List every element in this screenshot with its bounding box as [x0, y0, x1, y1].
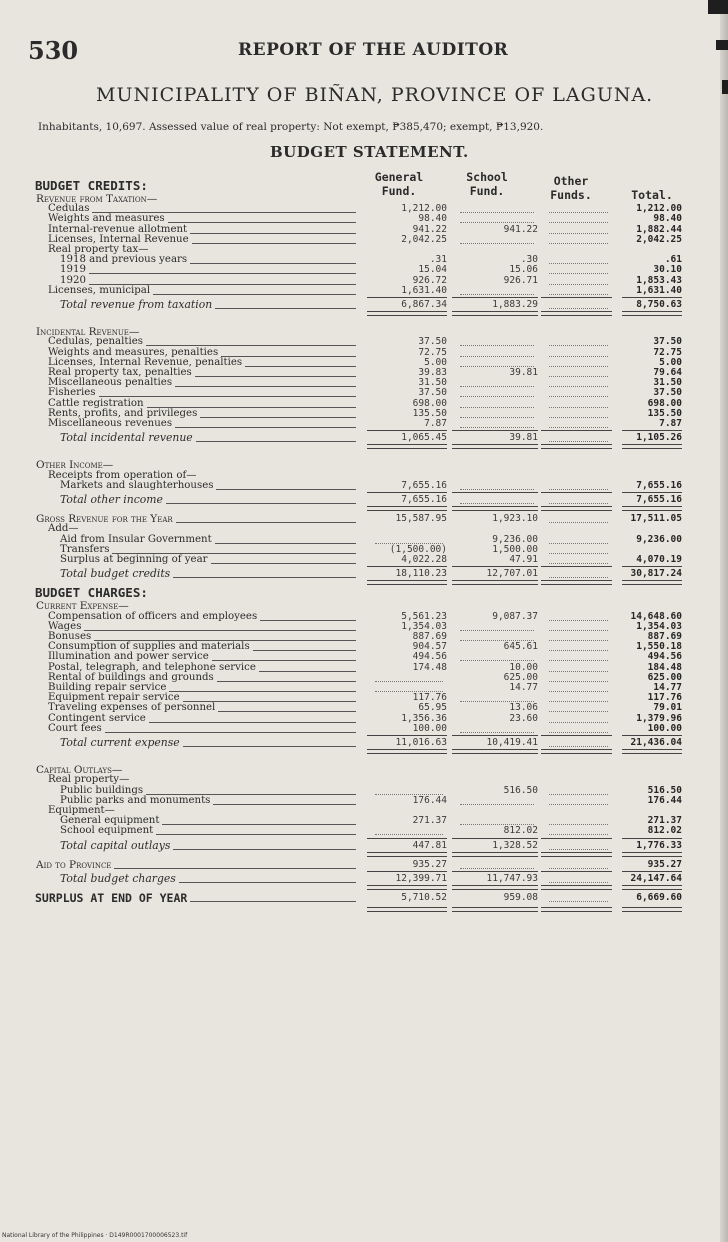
- leader-line: [216, 489, 356, 490]
- total-value: 9,236.00: [636, 533, 682, 545]
- sum-rule: [452, 838, 538, 839]
- row-label: Revenue from Taxation—: [36, 193, 158, 205]
- row-label: Rents, profits, and privileges: [48, 407, 198, 419]
- leader-line: [190, 901, 356, 902]
- total-value: 1,354.03: [636, 620, 682, 632]
- table-row: [0, 873, 728, 885]
- total-double-rule: [541, 444, 612, 449]
- row-label: Total incidental revenue: [60, 431, 193, 445]
- total-value: 24,147.64: [630, 873, 682, 884]
- page-number: 530: [28, 36, 79, 65]
- leader-line: [215, 308, 356, 309]
- section-heading-row: [0, 587, 728, 599]
- general-fund-value: 2,042.25: [401, 233, 447, 245]
- total-double-rule: [452, 311, 538, 316]
- general-fund-value: 935.27: [412, 858, 447, 870]
- sum-rule: [452, 566, 538, 567]
- row-label: Total budget charges: [60, 872, 176, 885]
- total-double-rule: [541, 907, 612, 912]
- total-value: 625.00: [647, 671, 682, 683]
- running-head: REPORT OF THE AUDITOR: [238, 40, 509, 60]
- total-double-rule: [452, 506, 538, 511]
- total-value: 6,669.60: [636, 892, 682, 904]
- leader-line: [173, 577, 356, 578]
- column-header-school: School Fund.: [466, 170, 508, 198]
- total-value: 31.50: [653, 377, 682, 389]
- empty-cell-rule: [549, 868, 608, 869]
- sum-rule: [367, 492, 447, 493]
- total-value: 5.00: [659, 356, 682, 368]
- total-value: 935.27: [647, 858, 682, 870]
- total-value: 1,776.33: [636, 839, 682, 851]
- general-fund-value: 6,867.34: [401, 299, 447, 310]
- total-value: 100.00: [647, 722, 682, 734]
- row-label: Real property tax, penalties: [48, 367, 192, 378]
- total-double-rule: [452, 852, 538, 857]
- total-double-rule: [452, 580, 538, 585]
- sum-rule: [367, 566, 447, 567]
- row-label: Contingent service: [48, 712, 146, 724]
- row-label: Total revenue from taxation: [60, 298, 213, 311]
- row-label: Other Income—: [36, 459, 114, 472]
- school-fund-value: 15.06: [509, 264, 538, 276]
- total-double-rule: [367, 749, 447, 754]
- school-fund-value: 11,747.93: [486, 873, 538, 884]
- total-double-rule: [622, 749, 682, 754]
- school-fund-value: 812.02: [503, 825, 538, 837]
- total-double-rule: [367, 907, 447, 912]
- school-fund-value: 39.81: [509, 432, 538, 444]
- sum-rule: [622, 871, 682, 872]
- row-label: Traveling expenses of personnel: [48, 702, 216, 714]
- total-value: 2,042.25: [636, 233, 682, 245]
- scan-footer: National Library of the Philippines · D149R0001700006523.tif: [2, 1232, 188, 1239]
- row-label: Aid to Province: [36, 858, 112, 871]
- general-fund-value: 18,110.23: [395, 568, 447, 580]
- general-fund-value: 7,655.16: [401, 494, 447, 505]
- section-heading-row: [0, 180, 728, 192]
- table-row: [0, 737, 728, 749]
- empty-cell-rule: [549, 489, 608, 490]
- leader-line: [156, 834, 356, 835]
- row-label: Transfers: [60, 543, 110, 555]
- sum-rule: [541, 735, 612, 736]
- school-fund-value: 12,707.01: [486, 568, 538, 580]
- table-row: [0, 432, 728, 444]
- row-label: BUDGET CHARGES:: [35, 585, 148, 601]
- sum-rule: [452, 871, 538, 872]
- general-fund-value: .31: [429, 254, 447, 266]
- total-double-rule: [622, 907, 682, 912]
- row-label: Internal-revenue allotment: [48, 223, 188, 235]
- row-label: Equipment—: [48, 805, 115, 816]
- row-label: Incidental Revenue—: [36, 326, 140, 339]
- total-value: 887.69: [647, 631, 682, 642]
- row-label: General equipment: [60, 815, 160, 827]
- table-row: [0, 554, 728, 566]
- empty-cell-rule: [460, 489, 534, 490]
- empty-cell-rule: [549, 308, 608, 309]
- sum-rule: [452, 430, 538, 431]
- total-double-rule: [622, 311, 682, 316]
- row-label: Real property—: [48, 774, 130, 786]
- school-fund-value: 941.22: [503, 223, 538, 235]
- total-value: 7,655.16: [636, 494, 682, 505]
- row-label: Licenses, Internal Revenue, penalties: [48, 356, 243, 368]
- total-value: 37.50: [653, 387, 682, 399]
- empty-cell-rule: [549, 563, 608, 564]
- scan-mark: [716, 40, 728, 50]
- leader-line: [166, 503, 356, 504]
- school-fund-value: 10.00: [509, 661, 538, 673]
- total-value: 72.75: [653, 346, 682, 358]
- row-label: Consumption of supplies and materials: [48, 641, 250, 653]
- total-value: 135.50: [647, 407, 682, 419]
- row-label: Public buildings: [60, 784, 144, 796]
- sum-rule: [622, 838, 682, 839]
- school-fund-value: 625.00: [503, 671, 538, 683]
- leader-line: [179, 882, 356, 883]
- row-label: Cedulas, penalties: [48, 336, 143, 348]
- table-row: [0, 494, 728, 506]
- row-label: Licenses, Internal Revenue: [48, 233, 189, 245]
- total-double-rule: [452, 749, 538, 754]
- leader-line: [211, 563, 356, 564]
- general-fund-value: 98.40: [418, 213, 447, 225]
- row-label: Public parks and monuments: [60, 794, 211, 806]
- general-fund-value: 1,631.40: [401, 284, 447, 296]
- table-row: [0, 825, 728, 837]
- general-fund-value: 15.04: [418, 264, 447, 276]
- inhabitants-line: Inhabitants, 10,697. Assessed value of real property: Not exempt, ₱385,470; exempt, ₱13,920.: [38, 121, 544, 133]
- sum-rule: [622, 492, 682, 493]
- empty-cell-rule: [460, 427, 534, 428]
- general-fund-value: 941.22: [412, 223, 447, 235]
- table-row: [0, 285, 728, 297]
- row-label: Real property tax—: [48, 244, 149, 255]
- general-fund-value: 887.69: [412, 631, 447, 642]
- leader-line: [183, 746, 356, 747]
- row-label: BUDGET CREDITS:: [35, 178, 148, 193]
- general-fund-value: 1,354.03: [401, 620, 447, 632]
- total-value: 516.50: [647, 784, 682, 796]
- column-header-general: General Fund.: [374, 170, 424, 198]
- general-fund-value: 174.48: [412, 661, 447, 673]
- general-fund-value: (1,500.00): [389, 543, 447, 555]
- sum-rule: [452, 297, 538, 298]
- row-label: Surplus at beginning of year: [60, 554, 208, 565]
- school-fund-value: 1,923.10: [492, 513, 538, 525]
- sum-rule: [452, 735, 538, 736]
- school-fund-value: 23.60: [509, 712, 538, 724]
- empty-cell-rule: [549, 834, 608, 835]
- row-label: Total other income: [60, 493, 163, 506]
- total-value: 14,648.60: [630, 610, 682, 622]
- scan-mark: [722, 80, 728, 94]
- school-fund-value: .30: [520, 254, 538, 266]
- total-value: 1,853.43: [636, 274, 682, 286]
- table-row: [0, 840, 728, 852]
- general-fund-value: 72.75: [418, 346, 447, 358]
- general-fund-value: 117.76: [412, 692, 447, 704]
- empty-cell-rule: [549, 849, 608, 850]
- sum-rule: [622, 566, 682, 567]
- total-double-rule: [622, 580, 682, 585]
- general-fund-value: 39.83: [418, 367, 447, 378]
- row-label: SURPLUS AT END OF YEAR: [35, 891, 188, 906]
- row-label: Total capital outlays: [60, 838, 171, 852]
- table-row: [0, 480, 728, 492]
- leader-line: [153, 294, 356, 295]
- general-fund-value: 271.37: [412, 815, 447, 827]
- sum-rule: [367, 838, 447, 839]
- leader-line: [173, 849, 356, 850]
- row-label: Cedulas: [48, 203, 90, 215]
- total-value: 1,882.44: [636, 223, 682, 235]
- general-fund-value: 15,587.95: [395, 513, 447, 525]
- row-label: School equipment: [60, 825, 154, 837]
- leader-line: [114, 868, 356, 869]
- section-heading-row: [0, 892, 728, 904]
- total-value: 7,655.16: [636, 479, 682, 491]
- empty-cell-rule: [460, 503, 534, 504]
- school-fund-value: 9,087.37: [492, 610, 538, 622]
- empty-cell-rule: [549, 503, 608, 504]
- general-fund-value: 37.50: [418, 387, 447, 399]
- row-label: Cattle registration: [48, 397, 144, 409]
- scan-corner: [708, 0, 728, 14]
- empty-cell-rule: [460, 732, 534, 733]
- total-value: 184.48: [647, 661, 682, 673]
- total-double-rule: [452, 444, 538, 449]
- total-value: 21,436.04: [630, 737, 682, 748]
- total-double-rule: [541, 749, 612, 754]
- row-label: Gross Revenue for the Year: [36, 513, 173, 526]
- sum-rule: [622, 297, 682, 298]
- empty-cell-rule: [549, 294, 608, 295]
- general-fund-value: 494.56: [412, 651, 447, 663]
- row-label: Postal, telegraph, and telephone service: [48, 661, 256, 673]
- sum-rule: [541, 492, 612, 493]
- row-label: Equipment repair service: [48, 692, 180, 704]
- school-fund-value: 959.08: [503, 892, 538, 904]
- table-row: [0, 418, 728, 430]
- general-fund-value: 100.00: [412, 722, 447, 734]
- empty-cell-rule: [549, 427, 608, 428]
- total-value: 17,511.05: [630, 513, 682, 525]
- sum-rule: [367, 871, 447, 872]
- general-fund-value: 698.00: [412, 397, 447, 409]
- row-label: Licenses, municipal: [48, 284, 151, 296]
- row-label: 1918 and previous years: [60, 254, 188, 266]
- total-double-rule: [367, 444, 447, 449]
- school-fund-value: 10,419.41: [486, 737, 538, 748]
- leader-line: [175, 427, 356, 428]
- row-label: Add—: [48, 523, 79, 535]
- school-fund-value: 516.50: [503, 784, 538, 796]
- table-row: [0, 723, 728, 735]
- total-value: 1,631.40: [636, 284, 682, 296]
- total-double-rule: [622, 444, 682, 449]
- total-double-rule: [367, 506, 447, 511]
- empty-cell-rule: [460, 294, 534, 295]
- row-label: 1919: [60, 264, 86, 276]
- total-double-rule: [452, 885, 538, 890]
- sum-rule: [452, 492, 538, 493]
- leader-line: [105, 732, 356, 733]
- total-double-rule: [622, 852, 682, 857]
- row-label: Total current expense: [60, 736, 180, 749]
- total-double-rule: [541, 885, 612, 890]
- row-label: Compensation of officers and employees: [48, 610, 258, 622]
- leader-line: [196, 441, 356, 442]
- total-value: 30.10: [653, 264, 682, 276]
- total-double-rule: [622, 506, 682, 511]
- general-fund-value: 5.00: [424, 356, 447, 368]
- total-value: 8,750.63: [636, 299, 682, 310]
- row-label: Rental of buildings and grounds: [48, 671, 214, 683]
- total-value: 1,379.96: [636, 712, 682, 724]
- general-fund-value: 904.57: [412, 641, 447, 653]
- column-header-total: Total.: [631, 188, 673, 202]
- general-fund-value: 31.50: [418, 377, 447, 389]
- row-label: Building repair service: [48, 682, 167, 693]
- empty-cell-rule: [549, 882, 608, 883]
- total-double-rule: [541, 580, 612, 585]
- school-fund-value: 13.06: [509, 702, 538, 714]
- general-fund-value: 11,016.63: [395, 737, 447, 748]
- sum-rule: [367, 735, 447, 736]
- sum-rule: [541, 430, 612, 431]
- total-value: 7.87: [659, 418, 682, 429]
- column-header-other: Other Funds.: [550, 174, 592, 202]
- sum-rule: [541, 297, 612, 298]
- total-value: 812.02: [647, 825, 682, 837]
- general-fund-value: 176.44: [412, 794, 447, 806]
- total-value: 117.76: [647, 692, 682, 704]
- empty-cell-rule: [549, 732, 608, 733]
- empty-cell-rule: [549, 746, 608, 747]
- total-double-rule: [367, 885, 447, 890]
- school-fund-value: 1,500.00: [492, 543, 538, 555]
- row-label: Weights and measures: [48, 213, 165, 225]
- row-label: 1920: [60, 274, 86, 286]
- general-fund-value: 37.50: [418, 336, 447, 348]
- row-label: Aid from Insular Government: [60, 533, 212, 545]
- general-fund-value: 4,022.28: [401, 554, 447, 565]
- general-fund-value: 135.50: [412, 407, 447, 419]
- school-fund-value: 645.61: [503, 641, 538, 653]
- total-double-rule: [452, 907, 538, 912]
- row-label: Miscellaneous revenues: [48, 418, 173, 429]
- empty-cell-rule: [549, 901, 608, 902]
- row-label: Capital Outlays—: [36, 764, 123, 777]
- total-value: 1,212.00: [636, 203, 682, 215]
- school-fund-value: 14.77: [509, 682, 538, 693]
- table-row: [0, 568, 728, 580]
- sum-rule: [541, 838, 612, 839]
- total-value: 271.37: [647, 815, 682, 827]
- total-double-rule: [622, 885, 682, 890]
- total-double-rule: [367, 580, 447, 585]
- row-label: Court fees: [48, 722, 102, 734]
- total-value: 4,070.19: [636, 554, 682, 565]
- sum-rule: [622, 430, 682, 431]
- total-double-rule: [367, 311, 447, 316]
- general-fund-value: 7,655.16: [401, 479, 447, 491]
- general-fund-value: 447.81: [412, 839, 447, 851]
- sum-rule: [367, 297, 447, 298]
- total-value: .61: [664, 254, 682, 266]
- total-value: 1,105.26: [636, 432, 682, 444]
- empty-cell-rule: [460, 868, 534, 869]
- statement-title: BUDGET STATEMENT.: [270, 143, 469, 161]
- school-fund-value: 47.91: [509, 554, 538, 565]
- row-label: Illumination and power service: [48, 651, 209, 663]
- table-row: [0, 299, 728, 311]
- row-label: Miscellaneous penalties: [48, 377, 173, 389]
- total-value: 494.56: [647, 651, 682, 663]
- total-value: 37.50: [653, 336, 682, 348]
- general-fund-value: 1,065.45: [401, 432, 447, 444]
- total-double-rule: [541, 852, 612, 857]
- total-value: 98.40: [653, 213, 682, 225]
- total-double-rule: [541, 506, 612, 511]
- total-value: 176.44: [647, 794, 682, 806]
- row-label: Current Expense—: [36, 600, 129, 613]
- school-fund-value: 1,883.29: [492, 299, 538, 310]
- school-fund-value: 1,328.52: [492, 839, 538, 851]
- sum-rule: [622, 735, 682, 736]
- school-fund-value: 39.81: [509, 367, 538, 378]
- total-value: 1,550.18: [636, 641, 682, 653]
- general-fund-value: 5,710.52: [401, 892, 447, 904]
- sum-rule: [541, 871, 612, 872]
- row-label: Receipts from operation of—: [48, 469, 197, 481]
- row-label: Fisheries: [48, 387, 96, 399]
- empty-cell-rule: [375, 834, 443, 835]
- general-fund-value: 65.95: [418, 702, 447, 714]
- school-fund-value: 9,236.00: [492, 533, 538, 545]
- row-label: Bonuses: [48, 631, 92, 642]
- row-label: Wages: [48, 620, 82, 632]
- empty-cell-rule: [549, 577, 608, 578]
- general-fund-value: 1,356.36: [401, 712, 447, 724]
- total-value: 698.00: [647, 397, 682, 409]
- school-fund-value: 926.71: [503, 274, 538, 286]
- general-fund-value: 926.72: [412, 274, 447, 286]
- general-fund-value: 12,399.71: [395, 873, 447, 884]
- table-row: [0, 859, 728, 871]
- total-value: 30,817.24: [630, 568, 682, 580]
- row-label: Total budget credits: [60, 567, 171, 581]
- sum-rule: [541, 566, 612, 567]
- general-fund-value: 5,561.23: [401, 610, 447, 622]
- empty-cell-rule: [549, 441, 608, 442]
- row-label: Markets and slaughterhouses: [60, 479, 214, 491]
- total-value: 79.64: [653, 367, 682, 378]
- row-label: Weights and measures, penalties: [48, 346, 219, 358]
- total-double-rule: [541, 311, 612, 316]
- total-double-rule: [367, 852, 447, 857]
- general-fund-value: 7.87: [424, 418, 447, 429]
- total-value: 14.77: [653, 682, 682, 693]
- general-fund-value: 1,212.00: [401, 203, 447, 215]
- sum-rule: [367, 430, 447, 431]
- municipality-title: MUNICIPALITY OF BIÑAN, PROVINCE OF LAGUNA.: [96, 84, 654, 106]
- total-value: 79.01: [653, 702, 682, 714]
